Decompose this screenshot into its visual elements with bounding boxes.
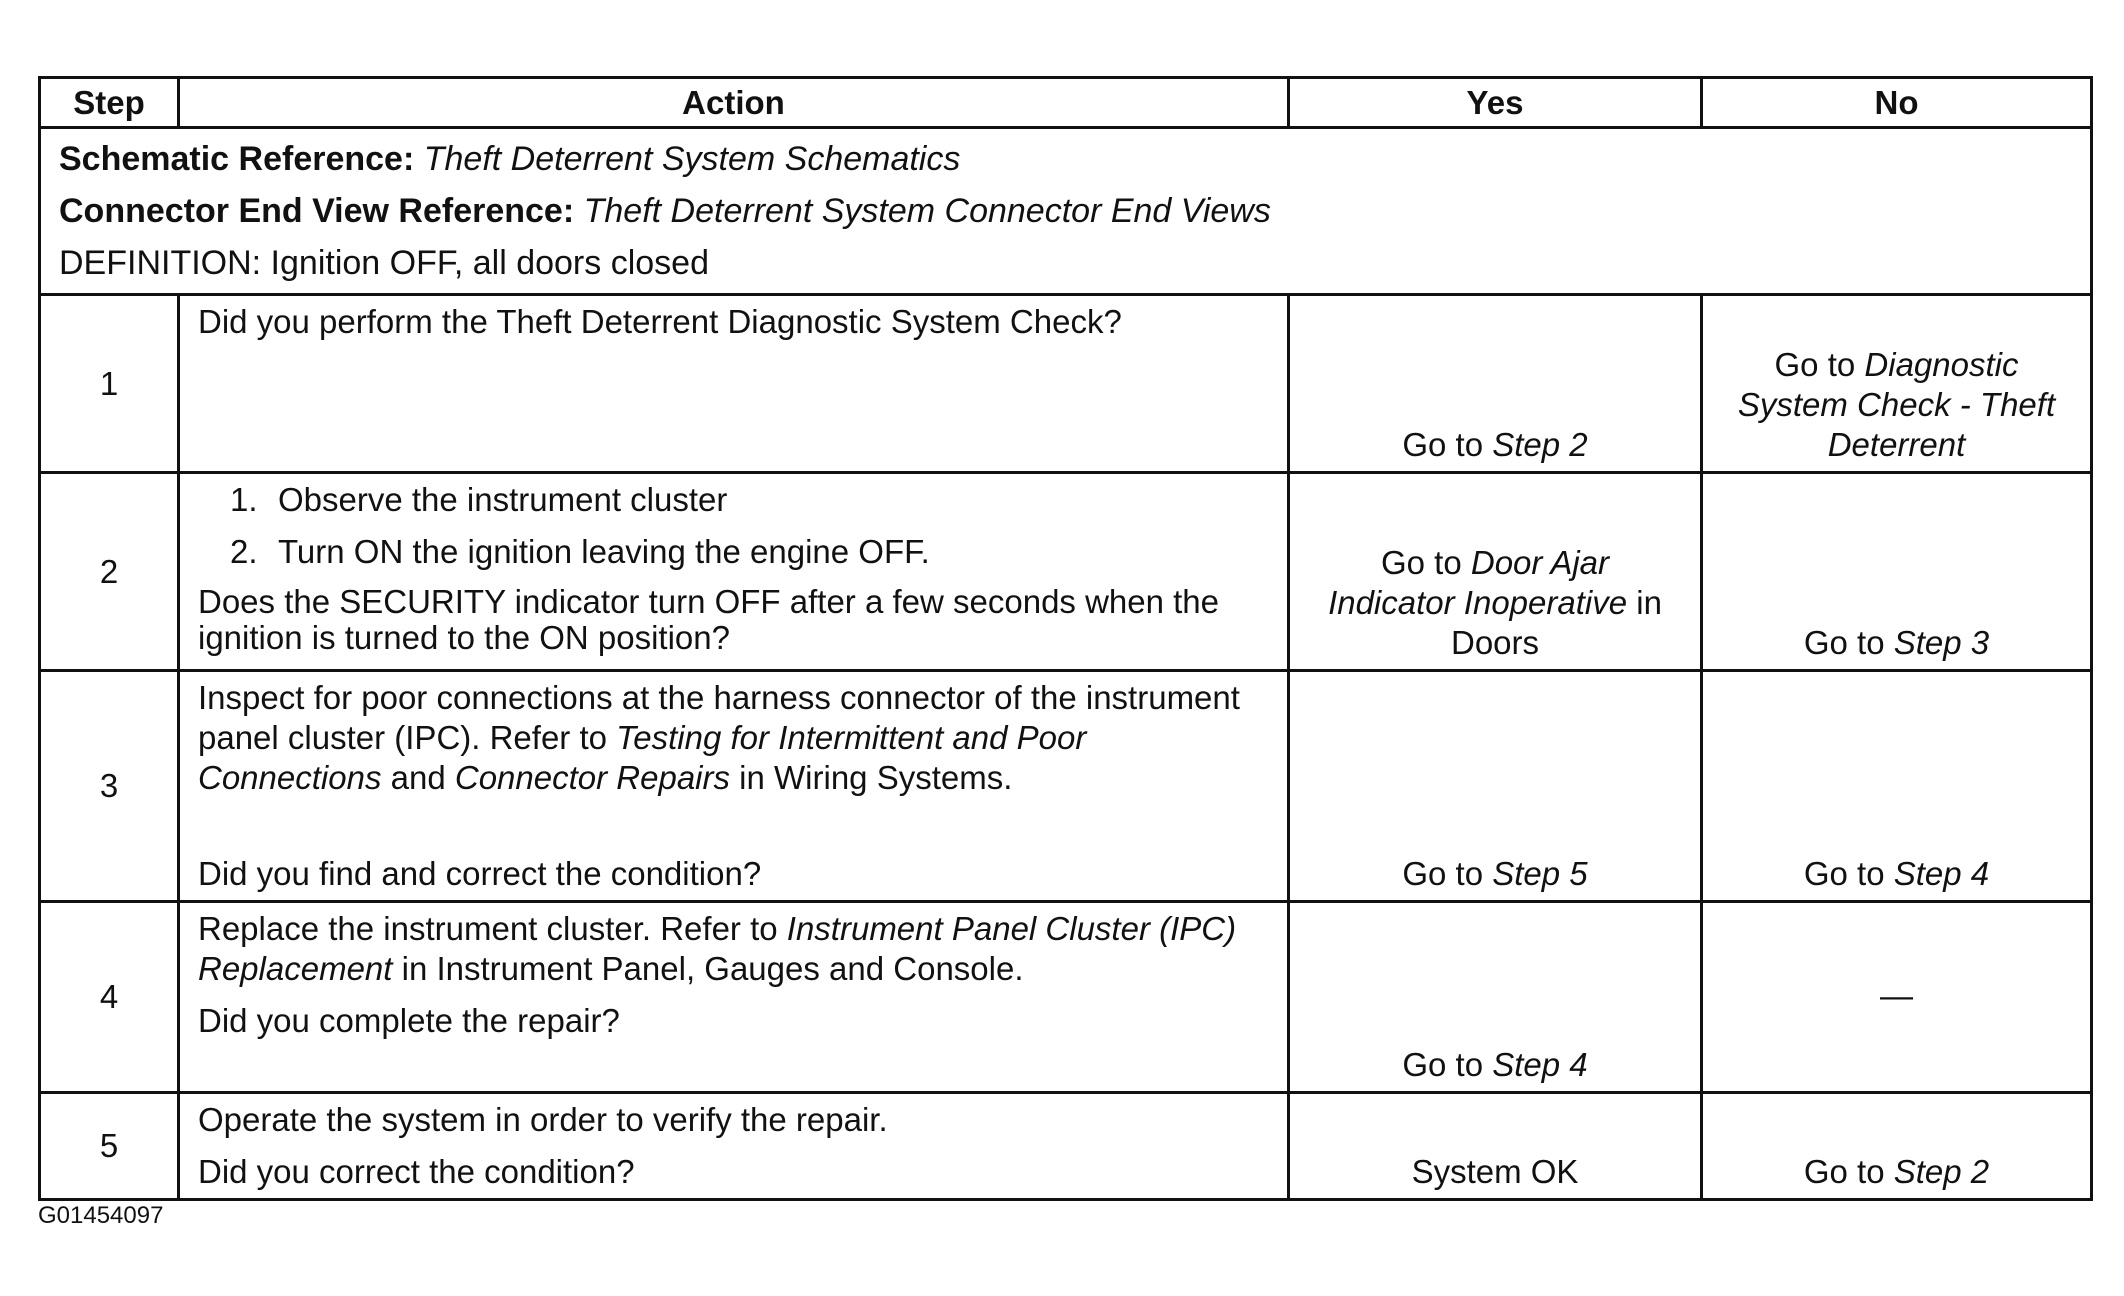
step-number: 3 (40, 671, 179, 902)
ipc-replacement-link[interactable]: Instrument Panel Cluster (IPC) Replacement (198, 910, 1237, 987)
no-cell (1702, 295, 2092, 473)
action-cell (179, 902, 1289, 1093)
action-instruction: Operate the system in order to verify the repair. (198, 1101, 888, 1138)
action-question: Did you complete the repair? (198, 1002, 620, 1039)
yes-cell (1289, 1093, 1702, 1200)
intermittent-connections-link[interactable]: Testing for Intermittent and Poor Connections (198, 719, 1087, 796)
header-yes: Yes (1289, 78, 1702, 128)
step-number: 2 (40, 473, 179, 671)
list-item: 1. Observe the instrument cluster (230, 481, 728, 518)
table-row (40, 473, 2092, 671)
action-question: Does the SECURITY indicator turn OFF after a few seconds when the ignition is turned to the ON position? (198, 583, 1220, 656)
reference-cell (40, 128, 2092, 295)
yes-prefix: Go to (1402, 426, 1493, 463)
yes-cell (1289, 473, 1702, 671)
figure-code: G01454097 (38, 1202, 164, 1229)
yes-link[interactable]: Step 4 (1492, 1046, 1588, 1083)
connector-reference (59, 185, 2072, 237)
action-instruction: Replace the instrument cluster. Refer to Instrument Panel Cluster (IPC) Replacement in Instrument Panel, Gauges and Console. (198, 910, 1237, 987)
no-prefix: Go to (1774, 346, 1865, 383)
no-cell (1702, 671, 2092, 902)
action-question: Did you find and correct the condition? (198, 855, 762, 892)
yes-link[interactable]: Door Ajar Indicator Inoperative (1328, 544, 1628, 621)
diagnostic-table (38, 76, 2093, 1201)
yes-prefix: Go to (1402, 1046, 1493, 1083)
no-dash: — (1880, 977, 1913, 1014)
definition-text: DEFINITION: Ignition OFF, all doors closed (59, 244, 709, 282)
header-step: Step (40, 78, 179, 128)
header-no: No (1702, 78, 2092, 128)
connector-repairs-link[interactable]: Connector Repairs (454, 759, 730, 796)
schematic-reference (59, 133, 2072, 185)
no-prefix: Go to (1803, 1153, 1894, 1190)
action-instruction: Inspect for poor connections at the harness connector of the instrument panel cluster (IPC). Refer to Testing for Intermittent and Poor Connections and Connector Repairs in Wiring Systems. (198, 679, 1240, 796)
yes-link[interactable]: Step 5 (1492, 855, 1588, 892)
no-link[interactable]: Step 4 (1893, 855, 1990, 892)
no-link[interactable]: Step 2 (1893, 1153, 1990, 1190)
no-cell (1702, 902, 2092, 1093)
action-question: Did you correct the condition? (198, 1153, 635, 1190)
action-question: Did you perform the Theft Deterrent Diagnostic System Check? (198, 303, 1122, 340)
connector-reference-link[interactable]: Theft Deterrent System Connector End Views (583, 192, 1271, 230)
yes-suffix: in Doors (1450, 584, 1662, 661)
step-number: 1 (40, 295, 179, 473)
table-row (40, 902, 2092, 1093)
reference-row (40, 128, 2092, 295)
table-row (40, 1093, 2092, 1200)
list-item: 2. Turn ON the ignition leaving the engine OFF. (230, 533, 930, 570)
schematic-reference-link[interactable]: Theft Deterrent System Schematics (423, 140, 961, 178)
no-prefix: Go to (1803, 624, 1894, 661)
no-link[interactable]: Step 3 (1893, 624, 1990, 661)
yes-text: System OK (1411, 1153, 1579, 1190)
no-cell (1702, 1093, 2092, 1200)
action-cell (179, 295, 1289, 473)
step-number: 5 (40, 1093, 179, 1200)
yes-link[interactable]: Step 2 (1492, 426, 1588, 463)
header-action: Action (179, 78, 1289, 128)
table-header-row (40, 78, 2092, 128)
no-prefix: Go to (1803, 855, 1894, 892)
schematic-reference-label: Schematic Reference: (59, 140, 415, 178)
action-cell (179, 1093, 1289, 1200)
no-link[interactable]: Diagnostic System Check - Theft Deterrent (1737, 346, 2056, 463)
yes-prefix: Go to (1380, 544, 1471, 581)
yes-cell (1289, 295, 1702, 473)
yes-cell (1289, 902, 1702, 1093)
yes-prefix: Go to (1402, 855, 1493, 892)
connector-reference-label: Connector End View Reference: (59, 192, 575, 230)
action-cell (179, 671, 1289, 902)
table-row (40, 295, 2092, 473)
step-number: 4 (40, 902, 179, 1093)
table-row (40, 671, 2092, 902)
no-cell (1702, 473, 2092, 671)
action-cell (179, 473, 1289, 671)
yes-cell (1289, 671, 1702, 902)
